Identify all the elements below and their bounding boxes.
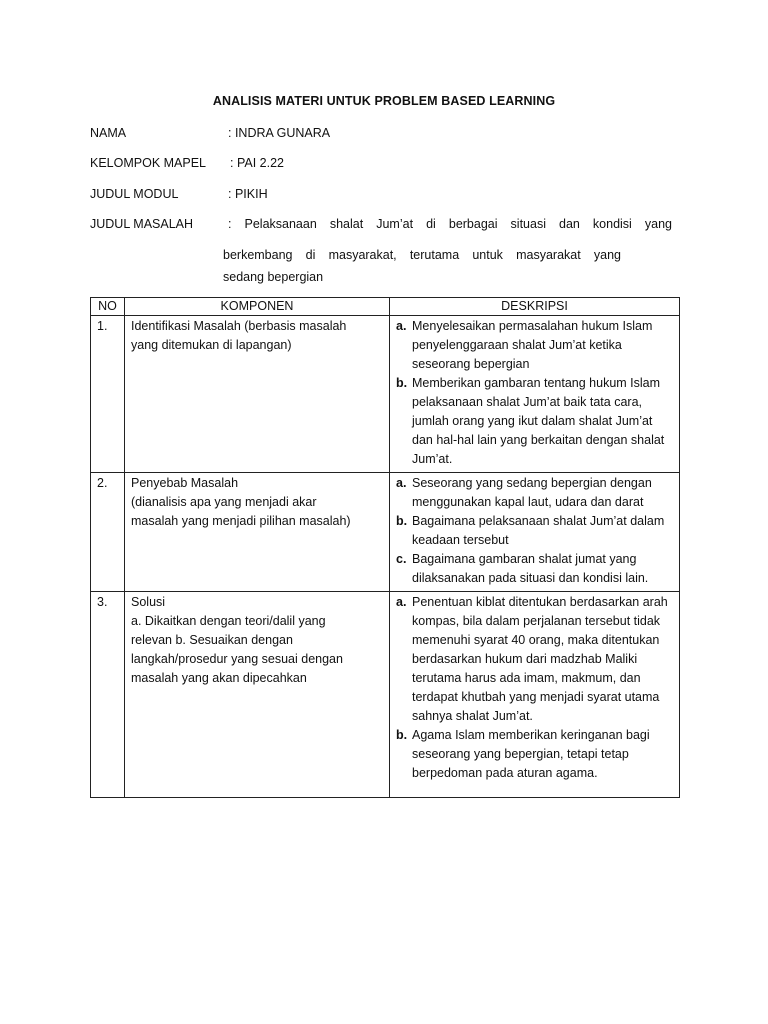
komponen-line: langkah/prosedur yang sesuai dengan [131,652,343,666]
item-text: Bagaimana gambaran shalat jumat yang dilaksanakan pada situasi dan kondisi lain. [412,552,649,585]
document-title: ANALISIS MATERI UNTUK PROBLEM BASED LEARNING [212,94,556,108]
kelompok-label: KELOMPOK MAPEL [90,156,207,170]
komponen-line: (dianalisis apa yang menjadi akar [131,495,317,509]
item-letter: a. [396,595,407,609]
masalah-value-line3: sedang bepergian [223,270,324,284]
deskripsi-item [396,374,673,469]
table-row [91,473,680,592]
item-letter: c. [396,552,407,566]
table-header-row [91,298,680,316]
table-row [91,316,680,473]
masalah-label: JUDUL MASALAH [90,217,194,231]
deskripsi-item [396,512,673,550]
row-komponen [125,473,390,592]
komponen-line: Identifikasi Masalah (berbasis masalah [131,319,347,333]
item-text: Menyelesaikan permasalahan hukum Islam penyelenggaraan shalat Jum’at ketika seseorang bepergian [412,319,653,371]
row-no: 1. [91,316,125,473]
deskripsi-item [396,593,673,726]
deskripsi-item [396,550,673,588]
item-text: Agama Islam memberikan keringanan bagi seseorang yang bepergian, tetapi tetap berpedoman pada aturan agama. [412,728,650,780]
modul-label: JUDUL MODUL [90,187,179,201]
item-text: Penentuan kiblat ditentukan berdasarkan arah kompas, bila dalam perjalanan tersebut tidak memenuhi syarat 40 orang, maka ditentukan berdasarkan hukum dari madzhab Maliki terutama harus ada imam, makmum, dan terdapat khutbah yang menjadi syarat utama sahnya shalat Jum’at. [412,595,668,723]
row-komponen [125,316,390,473]
table-row [91,592,680,798]
komponen-line: yang ditemukan di lapangan) [131,338,292,352]
row-komponen [125,592,390,798]
header-deskripsi: DESKRIPSI [390,298,680,316]
komponen-line: relevan b. Sesuaikan dengan [131,633,293,647]
row-no: 2. [91,473,125,592]
kelompok-value: : PAI 2.22 [230,156,284,170]
masalah-value-line2: berkembang di masyarakat, terutama untuk masyarakat yang [223,248,621,262]
row-deskripsi [390,592,680,798]
item-text: Memberikan gambaran tentang hukum Islam pelaksanaan shalat Jum’at baik tata cara, jumlah orang yang ikut dalam shalat Jum’at dan hal-hal lain yang berkaitan dengan shalat Jum’at. [412,376,665,466]
item-letter: a. [396,319,407,333]
item-letter: a. [396,476,407,490]
deskripsi-item [396,474,673,512]
modul-value: : PIKIH [228,187,268,201]
analysis-table [90,297,680,798]
masalah-value-line1: : Pelaksanaan shalat Jum’at di berbagai situasi dan kondisi yang [228,217,672,231]
deskripsi-item [396,726,673,783]
nama-label: NAMA [90,126,127,140]
item-text: Bagaimana pelaksanaan shalat Jum’at dalam keadaan tersebut [412,514,665,547]
komponen-line: masalah yang akan dipecahkan [131,671,307,685]
row-deskripsi [390,473,680,592]
item-letter: b. [396,514,408,528]
deskripsi-item [396,317,673,374]
row-deskripsi [390,316,680,473]
nama-value: : INDRA GUNARA [228,126,331,140]
header-komponen: KOMPONEN [125,298,390,316]
row-no: 3. [91,592,125,798]
header-no: NO [91,298,125,316]
item-letter: b. [396,728,408,742]
komponen-line: a. Dikaitkan dengan teori/dalil yang [131,614,326,628]
komponen-line: Penyebab Masalah [131,476,239,490]
item-letter: b. [396,376,408,390]
komponen-line: masalah yang menjadi pilihan masalah) [131,514,351,528]
komponen-line: Solusi [131,595,166,609]
item-text: Seseorang yang sedang bepergian dengan menggunakan kapal laut, udara dan darat [412,476,652,509]
